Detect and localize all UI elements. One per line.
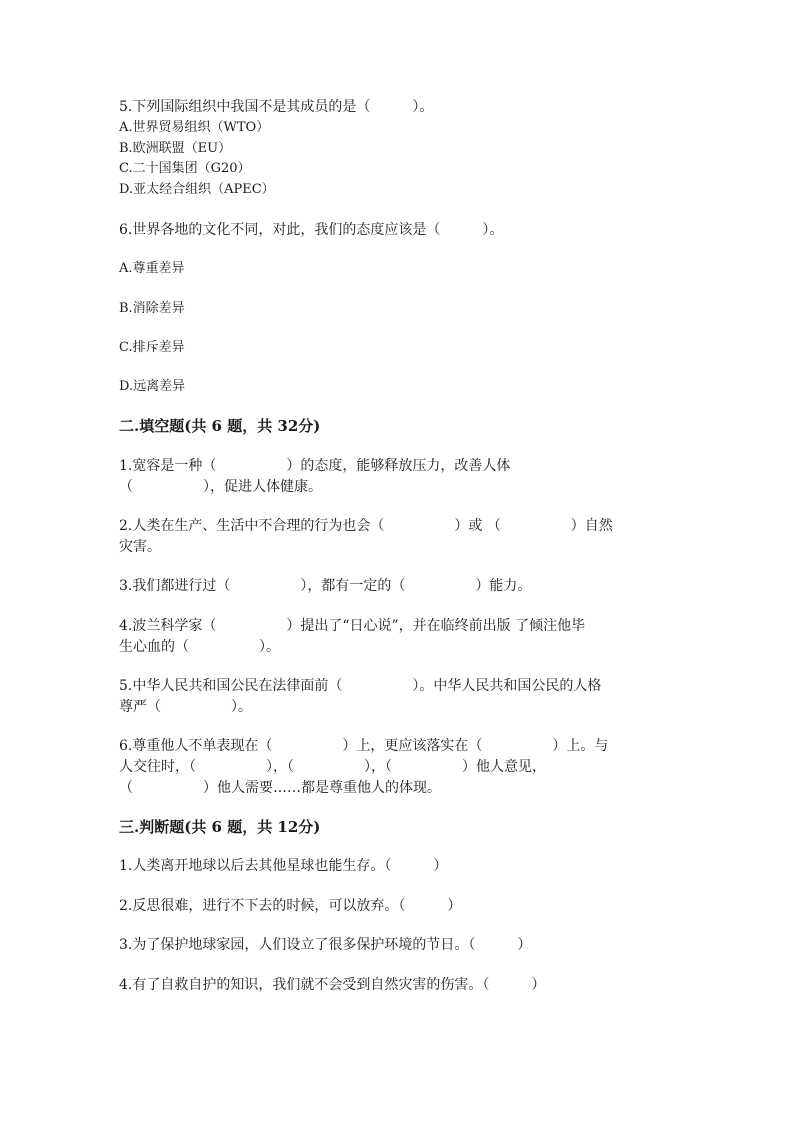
fill-item-6-line-2: 人交往时，（ ），（ ），（ ）他人意见，	[119, 759, 546, 775]
question-6-stem: 6.世界各地的文化不同，对此，我们的态度应该是（ ）。	[119, 222, 504, 238]
judge-item-2: 2.反思很难，进行不下去的时候，可以放弃。（ ）	[119, 898, 462, 914]
fill-item-2-line-2: 灾害。	[119, 539, 161, 555]
fill-item-2-line-1: 2.人类在生产、生活中不合理的行为也会（ ）或 （ ）自然	[119, 518, 613, 534]
question-5-stem: 5.下列国际组织中我国不是其成员的是（ ）。	[119, 99, 434, 115]
fill-item-5-line-2: 尊严（ ）。	[119, 699, 252, 715]
fill-item-1-line-2: （ ），促进人体健康。	[119, 479, 322, 495]
fill-item-5-line-1: 5.中华人民共和国公民在法律面前（ ）。中华人民共和国公民的人格	[119, 678, 602, 694]
question-5-option-c: C.二十国集团（G20）	[119, 161, 251, 176]
question-6-option-a: A.尊重差异	[119, 261, 185, 276]
fill-item-3-line-1: 3.我们都进行过（ ），都有一定的（ ）能力。	[119, 578, 532, 594]
judge-section-heading: 三.判断题(共 6 题，共 12分)	[119, 818, 321, 836]
judge-item-4: 4.有了自救自护的知识，我们就不会受到自然灾害的伤害。（ ）	[119, 977, 546, 993]
question-5-option-b: B.欧洲联盟（EU）	[119, 141, 232, 156]
question-6-option-d: D.远离差异	[119, 379, 186, 394]
judge-item-1: 1.人类离开地球以后去其他星球也能生存。（ ）	[119, 858, 448, 874]
question-5-option-a: A.世界贸易组织（WTO）	[119, 120, 270, 135]
question-5-option-d: D.亚太经合组织（APEC）	[119, 182, 275, 197]
fill-item-4-line-1: 4.波兰科学家（ ）提出了“日心说”，并在临终前出版 了倾注他毕	[119, 618, 586, 634]
question-6-option-c: C.排斥差异	[119, 340, 185, 355]
question-6-option-b: B.消除差异	[119, 301, 185, 316]
fill-item-6-line-1: 6.尊重他人不单表现在（ ）上，更应该落实在（ ）上。与	[119, 738, 609, 754]
fill-item-1-line-1: 1.宽容是一种（ ）的态度，能够释放压力，改善人体	[119, 458, 511, 474]
fill-section-heading: 二.填空题(共 6 题，共 32分)	[119, 417, 321, 435]
judge-item-3: 3.为了保护地球家园，人们设立了很多保护环境的节日。（ ）	[119, 937, 532, 953]
fill-item-6-line-3: （ ）他人需要……都是尊重他人的体现。	[119, 780, 441, 796]
fill-item-4-line-2: 生心血的（ ）。	[119, 639, 280, 655]
